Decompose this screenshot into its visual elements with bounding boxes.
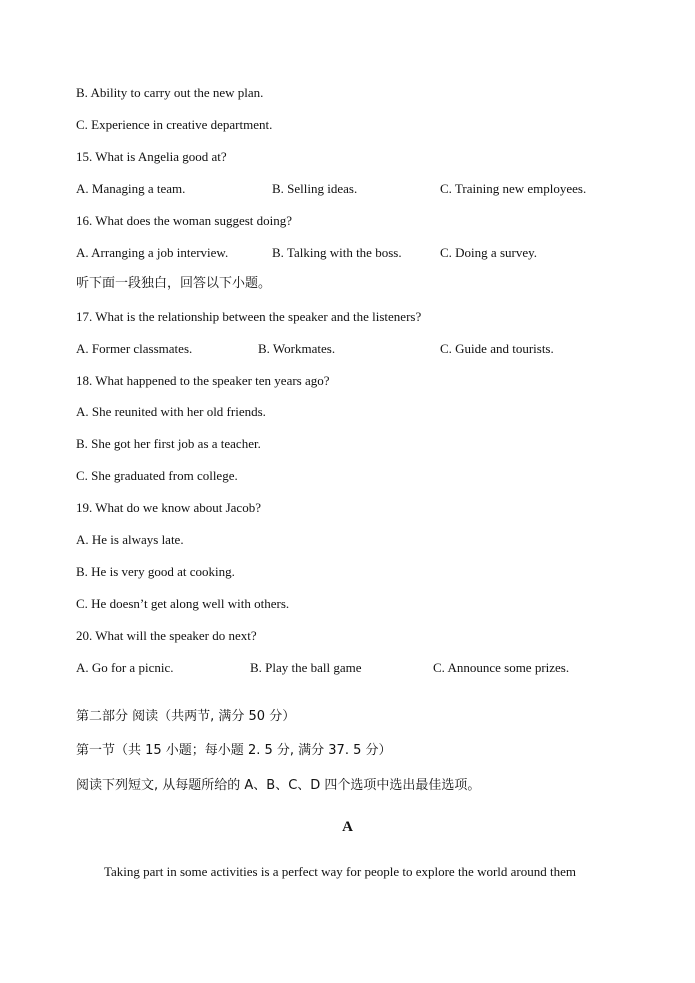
option-14c: C. Experience in creative department. [76, 117, 273, 132]
question-20: 20. What will the speaker do next? [76, 628, 257, 643]
question-16: 16. What does the woman suggest doing? [76, 213, 293, 228]
question-19: 19. What do we know about Jacob? [76, 500, 261, 515]
option-19c: C. He doesn’t get along well with others. [76, 596, 290, 611]
question-15: 15. What is Angelia good at? [76, 149, 227, 164]
passage-paragraph: Taking part in some activities is a perfect way for people to explore the world around them [104, 864, 576, 879]
option-20b: B. Play the ball game [250, 660, 362, 675]
option-14b: B. Ability to carry out the new plan. [76, 85, 264, 100]
option-20a: A. Go for a picnic. [76, 660, 174, 675]
option-18b: B. She got her first job as a teacher. [76, 436, 261, 451]
passage-heading: A [342, 819, 353, 835]
option-19a: A. He is always late. [76, 532, 184, 547]
option-17c: C. Guide and tourists. [440, 341, 554, 356]
option-18c: C. She graduated from college. [76, 468, 238, 483]
option-16c: C. Doing a survey. [440, 245, 538, 260]
option-15c: C. Training new employees. [440, 181, 587, 196]
option-16a: A. Arranging a job interview. [76, 245, 229, 260]
question-17: 17. What is the relationship between the speaker and the listeners? [76, 309, 422, 324]
reading-instruction: 阅读下列短文, 从每题所给的 A、B、C、D 四个选项中选出最佳选项。 [76, 778, 481, 793]
section-one-heading: 第一节（共 15 小题；每小题 2. 5 分, 满分 37. 5 分） [76, 743, 392, 758]
option-18a: A. She reunited with her old friends. [76, 404, 266, 419]
option-16b: B. Talking with the boss. [272, 245, 402, 260]
option-20c: C. Announce some prizes. [433, 660, 570, 675]
listening-instruction: 听下面一段独白，回答以下小题。 [76, 276, 272, 291]
option-15b: B. Selling ideas. [272, 181, 358, 196]
option-19b: B. He is very good at cooking. [76, 564, 235, 579]
option-17a: A. Former classmates. [76, 341, 193, 356]
option-15a: A. Managing a team. [76, 181, 186, 196]
part-two-heading: 第二部分 阅读（共两节, 满分 50 分） [76, 709, 296, 724]
question-18: 18. What happened to the speaker ten years ago? [76, 373, 330, 388]
option-17b: B. Workmates. [258, 341, 336, 356]
